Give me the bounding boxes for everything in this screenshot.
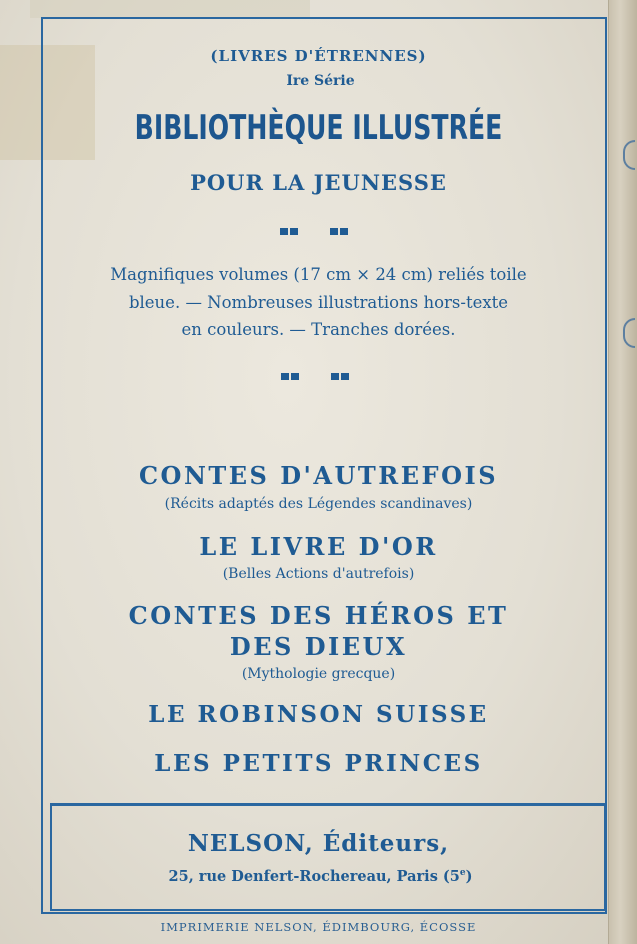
book-subtitle: (Belles Actions d'autrefois) xyxy=(222,566,415,582)
publisher-name: NELSON, Éditeurs, xyxy=(187,830,450,857)
publisher-address xyxy=(0,868,637,885)
book-title: LES PETITS PRINCES xyxy=(154,750,483,777)
description-line: Magnifiques volumes (17 cm × 24 cm) reliés toile xyxy=(110,265,527,284)
publisher-frame xyxy=(50,803,606,911)
tape-mark xyxy=(30,0,310,18)
series-number: Ire Série xyxy=(286,73,355,89)
book-title: LE ROBINSON SUISSE xyxy=(148,701,489,728)
book-title: CONTES DES HÉROS ET xyxy=(128,601,509,630)
address-superscript: e xyxy=(459,868,466,879)
page-title: BIBLIOTHÈQUE ILLUSTRÉE xyxy=(134,108,503,148)
book-title: DES DIEUX xyxy=(229,632,408,661)
address-close: ) xyxy=(465,868,473,885)
page-subtitle: POUR LA JEUNESSE xyxy=(190,170,447,195)
description-line: bleue. — Nombreuses illustrations hors-texte xyxy=(128,293,509,312)
book-title: LE LIVRE D'OR xyxy=(199,532,438,561)
spine-letter-mark xyxy=(623,140,635,170)
ornament-divider xyxy=(281,373,349,380)
description-line: en couleurs. — Tranches dorées. xyxy=(181,320,456,339)
printer-imprint: IMPRIMERIE NELSON, ÉDIMBOURG, ÉCOSSE xyxy=(160,920,477,934)
book-subtitle: (Mythologie grecque) xyxy=(241,666,396,682)
series-label: (LIVRES D'ÉTRENNES) xyxy=(210,47,427,65)
ornament-divider xyxy=(280,228,348,235)
book-subtitle: (Récits adaptés des Légendes scandinaves) xyxy=(164,496,473,512)
address-text: 25, rue Denfert-Rochereau, Paris (5 xyxy=(168,868,460,885)
book-title: CONTES D'AUTREFOIS xyxy=(138,461,499,490)
